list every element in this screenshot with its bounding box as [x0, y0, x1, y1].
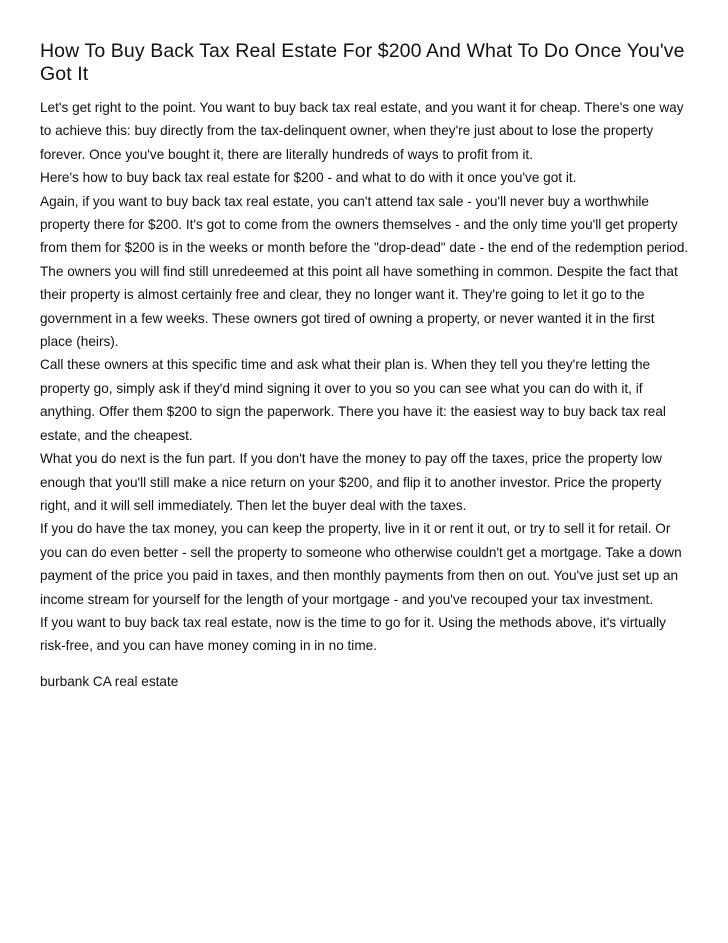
paragraph-1: Let's get right to the point. You want to buy back tax real estate, and you want it for cheap. There's one way to achieve this: buy directly from the tax-delinquent owner, when they're just about to lose the property forever. Once you've bought it, there are literally hundreds of ways to profit from it. — [40, 100, 684, 162]
paragraph-6: What you do next is the fun part. If you don't have the money to pay off the taxes, price the property low enough that you'll still make a nice return on your $200, and flip it to another investor. Price the property right, and it will sell immediately. Then let the buyer deal with the taxes. — [40, 451, 662, 513]
burbank-real-estate-link[interactable]: burbank CA real estate — [40, 673, 179, 689]
paragraph-5: Call these owners at this specific time and ask what their plan is. When they tell you they're letting the property go, simply ask if they'd mind signing it over to you so you can see what you can do with it, if anything. Offer them $200 to sign the paperwork. There you have it: the easiest way to buy back tax real estate, and the cheapest. — [40, 357, 666, 443]
paragraph-7: If you do have the tax money, you can keep the property, live in it or rent it out, or try to sell it for retail. Or you can do even better - sell the property to someone who otherwise couldn't get a mortgage. Take a down payment of the price you paid in taxes, and then monthly payments from then on out. You've just set up an income stream for yourself for the length of your mortgage - and you've recouped your tax investment. — [40, 521, 682, 607]
paragraph-8: If you want to buy back tax real estate, now is the time to go for it. Using the methods above, it's virtually risk-free, and you can have money coming in in no time. — [40, 614, 666, 654]
paragraph-3: Again, if you want to buy back tax real estate, you can't attend tax sale - you'll never buy a worthwhile property there for $200. It's got to come from the owners themselves - and the only time you'll get property from them for $200 is in the weeks or month before the "drop-dead" date - the end of the redemption period. — [40, 193, 689, 256]
paragraph-4: The owners you will find still unredeemed at this point all have something in common. Despite the fact that their property is almost certainly free and clear, they no longer want it. They're going to let it go to the government in a few weeks. These owners got tired of owning a property, or never wanted it in the first place (heirs). — [40, 263, 678, 350]
article-body — [40, 96, 690, 658]
article-title: How To Buy Back Tax Real Estate For $200 And What To Do Once You've Got It — [40, 40, 685, 85]
document-page — [40, 40, 690, 692]
paragraph-2: Here's how to buy back tax real estate for $200 - and what to do with it once you've got it. — [40, 170, 577, 186]
